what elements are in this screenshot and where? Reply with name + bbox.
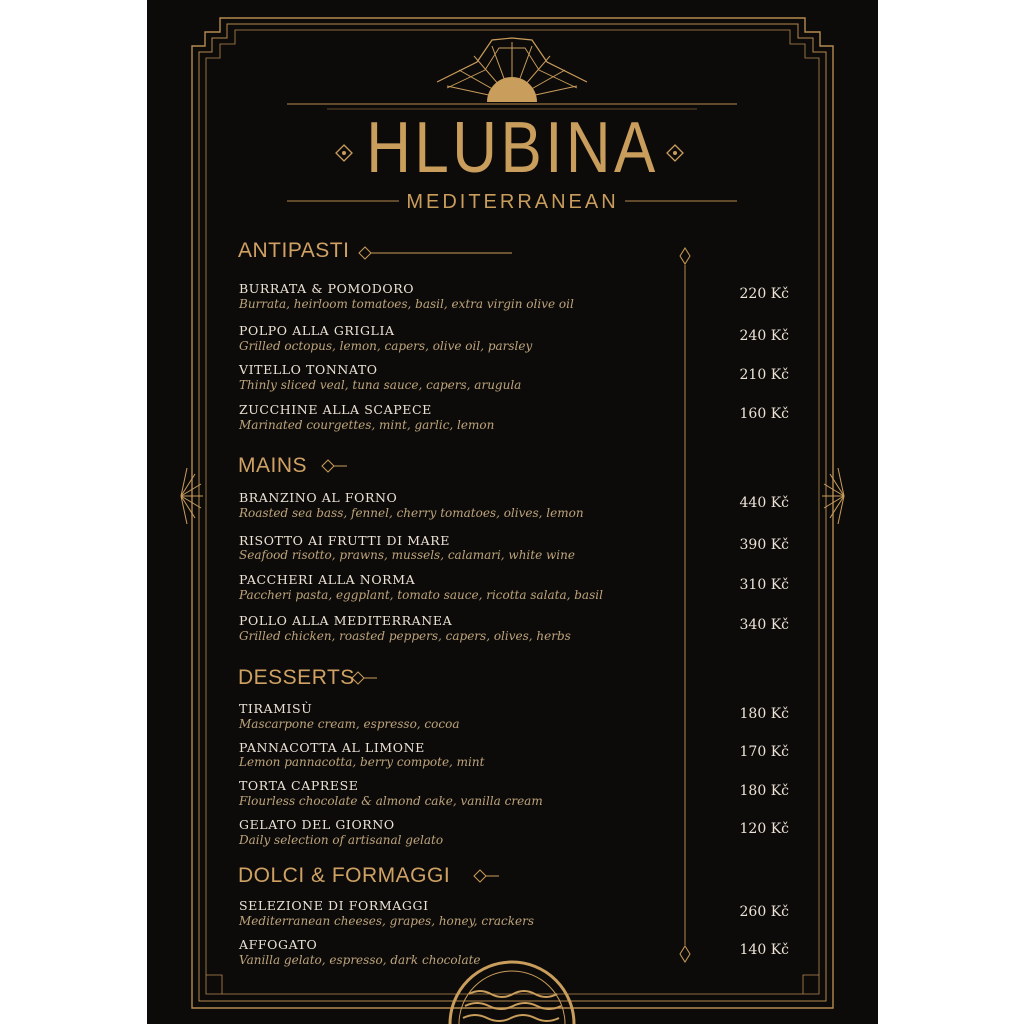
- section-title-antipasti: ANTIPASTI: [238, 239, 350, 262]
- menu-item-name: ZUCCHINE ALLA SCAPECE: [239, 402, 432, 417]
- menu-item-price: 340 Kč: [739, 617, 789, 633]
- menu-item-price: 140 Kč: [739, 942, 789, 958]
- menu-item-description: Paccheri pasta, eggplant, tomato sauce, ricotta salata, basil: [239, 588, 603, 602]
- menu-item-name: POLPO ALLA GRIGLIA: [239, 323, 395, 338]
- section-title-desserts: DESSERTS: [238, 666, 355, 689]
- menu-item-description: Seafood risotto, prawns, mussels, calamari, white wine: [239, 548, 575, 562]
- menu-item-price: 240 Kč: [739, 328, 789, 344]
- section-title-mains: MAINS: [238, 454, 308, 477]
- menu-item-description: Mediterranean cheeses, grapes, honey, crackers: [239, 914, 535, 928]
- menu-item-description: Lemon pannacotta, berry compote, mint: [239, 755, 485, 769]
- section-title-dolci-formaggi: DOLCI & FORMAGGI: [238, 864, 451, 887]
- menu-item-description: Mascarpone cream, espresso, cocoa: [239, 717, 460, 731]
- menu-item-description: Thinly sliced veal, tuna sauce, capers, arugula: [239, 378, 522, 392]
- menu-item-price: 220 Kč: [739, 286, 789, 302]
- menu-item-name: PACCHERI ALLA NORMA: [239, 572, 416, 587]
- menu-item-price: 180 Kč: [739, 706, 789, 722]
- menu-item-price: 210 Kč: [739, 367, 789, 383]
- menu-card: [147, 0, 878, 1024]
- menu-item-name: AFFOGATO: [239, 937, 318, 952]
- menu-item-description: Burrata, heirloom tomatoes, basil, extra virgin olive oil: [239, 297, 574, 311]
- menu-item-price: 160 Kč: [739, 406, 789, 422]
- menu-item-price: 440 Kč: [739, 495, 789, 511]
- menu-item-name: PANNACOTTA AL LIMONE: [239, 740, 425, 755]
- menu-item-description: Grilled chicken, roasted peppers, capers, olives, herbs: [239, 629, 571, 643]
- menu-item-name: SELEZIONE DI FORMAGGI: [239, 898, 429, 913]
- menu-item-description: Roasted sea bass, fennel, cherry tomatoes, olives, lemon: [239, 506, 584, 520]
- menu-item-name: BRANZINO AL FORNO: [239, 490, 398, 505]
- menu-item-price: 170 Kč: [739, 744, 789, 760]
- menu-item-price: 310 Kč: [739, 577, 789, 593]
- menu-item-name: RISOTTO AI FRUTTI DI MARE: [239, 533, 450, 548]
- menu-item-name: VITELLO TONNATO: [239, 362, 378, 377]
- menu-item-name: TORTA CAPRESE: [239, 778, 359, 793]
- menu-item-description: Vanilla gelato, espresso, dark chocolate: [239, 953, 481, 967]
- menu-item-name: TIRAMISÙ: [239, 701, 313, 716]
- menu-item-price: 180 Kč: [739, 783, 789, 799]
- restaurant-subtitle: MEDITERRANEAN: [406, 191, 619, 213]
- menu-item-description: Marinated courgettes, mint, garlic, lemon: [239, 418, 495, 432]
- menu-item-price: 120 Kč: [739, 821, 789, 837]
- menu-item-description: Grilled octopus, lemon, capers, olive oil, parsley: [239, 339, 533, 353]
- menu-item-name: GELATO DEL GIORNO: [239, 817, 395, 832]
- restaurant-name: HLUBINA: [366, 108, 659, 188]
- menu-item-name: BURRATA & POMODORO: [239, 281, 415, 296]
- menu-item-name: POLLO ALLA MEDITERRANEA: [239, 613, 453, 628]
- menu-item-description: Flourless chocolate & almond cake, vanilla cream: [239, 794, 543, 808]
- menu-item-description: Daily selection of artisanal gelato: [239, 833, 444, 847]
- menu-item-price: 390 Kč: [739, 537, 789, 553]
- menu-item-price: 260 Kč: [739, 904, 789, 920]
